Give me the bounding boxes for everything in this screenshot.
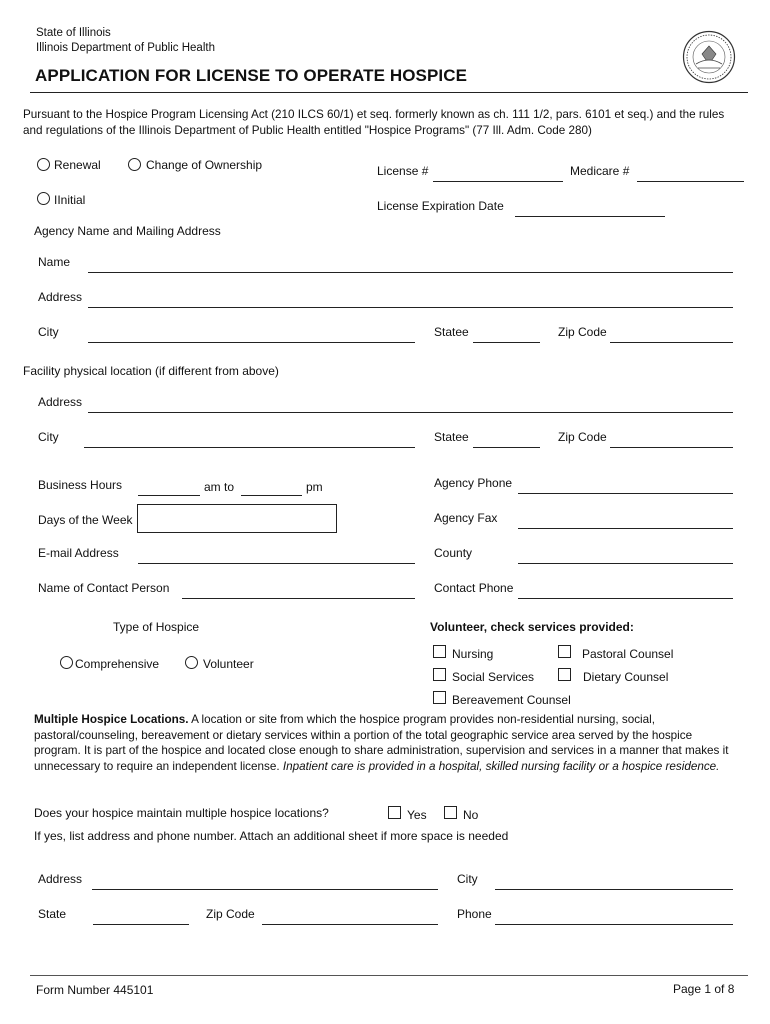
agency-fax-label: Agency Fax	[434, 511, 498, 525]
county-field[interactable]	[518, 563, 733, 564]
agency-zip-field[interactable]	[610, 342, 733, 343]
location-address-field[interactable]	[92, 889, 438, 890]
location-address-label: Address	[38, 872, 83, 886]
days-of-week-field[interactable]	[137, 504, 337, 533]
form-number: Form Number 445101	[36, 983, 154, 997]
agency-fax-field[interactable]	[518, 528, 733, 529]
social-services-checkbox[interactable]	[433, 668, 446, 681]
location-phone-field[interactable]	[495, 924, 733, 925]
email-field[interactable]	[138, 563, 415, 564]
volunteer-label: Volunteer	[203, 657, 254, 671]
renewal-label: Renewal	[54, 158, 101, 172]
multiple-locations-heading: Multiple Hospice Locations.	[34, 713, 189, 726]
initial-radio[interactable]	[37, 192, 50, 205]
agency-name-field[interactable]	[88, 272, 733, 273]
department-name: Illinois Department of Public Health	[36, 42, 215, 54]
agency-state-label: Statee	[434, 325, 469, 339]
comprehensive-label: Comprehensive	[75, 657, 160, 671]
dietary-counsel-label: Dietary Counsel	[583, 670, 669, 684]
renewal-radio[interactable]	[37, 158, 50, 171]
location-state-field[interactable]	[93, 924, 189, 925]
license-number-label: License #	[377, 164, 429, 178]
agency-address-label: Address	[38, 290, 83, 304]
facility-address-field[interactable]	[88, 412, 733, 413]
nursing-checkbox[interactable]	[433, 645, 446, 658]
agency-city-field[interactable]	[88, 342, 415, 343]
license-expiration-field[interactable]	[515, 216, 665, 217]
bereavement-counsel-label: Bereavement Counsel	[452, 693, 571, 707]
medicare-number-label: Medicare #	[570, 164, 630, 178]
location-phone-label: Phone	[457, 907, 492, 921]
pastoral-counsel-label: Pastoral Counsel	[582, 647, 674, 661]
state-name: State of Illinois	[36, 27, 111, 39]
location-zip-field[interactable]	[262, 924, 438, 925]
days-of-week-label: Days of the Week	[38, 513, 133, 527]
facility-state-label: Statee	[434, 430, 469, 444]
volunteer-services-label: Volunteer, check services provided:	[430, 620, 634, 634]
volunteer-radio[interactable]	[185, 656, 198, 669]
agency-zip-label: Zip Code	[558, 325, 607, 339]
facility-address-label: Address	[38, 395, 83, 409]
multiple-locations-italic: Inpatient care is provided in a hospital, skilled nursing facility or a hospice residence.	[282, 759, 720, 773]
facility-city-label: City	[38, 430, 59, 444]
social-services-label: Social Services	[452, 670, 535, 684]
footer-rule	[30, 975, 748, 976]
multiple-locations-body: A location or site from which the hospice program provides non-residential nursing, social, pastoral/counseling, bereavement or dietary services within a portion of the total geographic service area served by the hospice program. It is part of the hospice and located close enough to share administration, supervision and services in a manner that makes it unnecessary to require an independent license.	[34, 713, 729, 773]
license-expiration-label: License Expiration Date	[377, 199, 504, 213]
change-of-ownership-label: Change of Ownership	[146, 158, 263, 172]
location-state-label: State	[38, 907, 67, 921]
pm-label: pm	[306, 480, 323, 494]
pastoral-counsel-checkbox[interactable]	[558, 645, 571, 658]
page-title: APPLICATION FOR LICENSE TO OPERATE HOSPICE	[35, 66, 468, 85]
initial-label: IInitial	[54, 193, 86, 207]
multiple-yes-checkbox[interactable]	[388, 806, 401, 819]
page-number: Page 1 of 8	[673, 982, 735, 996]
hospice-type-label: Type of Hospice	[113, 620, 200, 634]
agency-section-label: Agency Name and Mailing Address	[34, 224, 221, 238]
email-label: E-mail Address	[38, 546, 119, 560]
facility-state-field[interactable]	[473, 447, 540, 448]
facility-zip-field[interactable]	[610, 447, 733, 448]
business-hours-label: Business Hours	[38, 478, 123, 492]
facility-section-label: Facility physical location (if different from above)	[23, 364, 279, 378]
multiple-no-checkbox[interactable]	[444, 806, 457, 819]
bereavement-counsel-checkbox[interactable]	[433, 691, 446, 704]
business-hours-open-field[interactable]	[138, 495, 200, 496]
license-number-field[interactable]	[433, 181, 563, 182]
multiple-no-label: No	[463, 808, 479, 822]
nursing-label: Nursing	[452, 647, 494, 661]
multiple-locations-question: Does your hospice maintain multiple hospice locations?	[34, 806, 329, 820]
intro-paragraph: Pursuant to the Hospice Program Licensing Act (210 ILCS 60/1) et seq. formerly known as ch. 111 1/2, pars. 6101 et seq.) and the rules and regulations of the Illinois Department of Public Health entitled "Hospice Programs" (77 Ill. Adm. Code 280)	[23, 108, 725, 137]
multiple-locations-paragraph	[34, 712, 736, 774]
medicare-number-field[interactable]	[637, 181, 744, 182]
contact-phone-field[interactable]	[518, 598, 733, 599]
contact-phone-label: Contact Phone	[434, 581, 514, 595]
state-seal-icon	[682, 30, 736, 84]
agency-phone-label: Agency Phone	[434, 476, 513, 490]
multiple-yes-label: Yes	[407, 808, 427, 822]
facility-zip-label: Zip Code	[558, 430, 607, 444]
agency-state-field[interactable]	[473, 342, 540, 343]
facility-city-field[interactable]	[84, 447, 415, 448]
title-rule	[30, 92, 748, 93]
agency-address-field[interactable]	[88, 307, 733, 308]
contact-person-label: Name of Contact Person	[38, 581, 170, 595]
dietary-counsel-checkbox[interactable]	[558, 668, 571, 681]
contact-person-field[interactable]	[182, 598, 415, 599]
comprehensive-radio[interactable]	[60, 656, 73, 669]
county-label: County	[434, 546, 473, 560]
change-of-ownership-radio[interactable]	[128, 158, 141, 171]
business-hours-close-field[interactable]	[241, 495, 302, 496]
am-to-label: am to	[204, 480, 235, 494]
multiple-locations-instruction: If yes, list address and phone number. Attach an additional sheet if more space is needed	[34, 829, 509, 843]
agency-city-label: City	[38, 325, 59, 339]
agency-phone-field[interactable]	[518, 493, 733, 494]
location-city-label: City	[457, 872, 478, 886]
location-city-field[interactable]	[495, 889, 733, 890]
agency-name-label: Name	[38, 255, 71, 269]
location-zip-label: Zip Code	[206, 907, 255, 921]
